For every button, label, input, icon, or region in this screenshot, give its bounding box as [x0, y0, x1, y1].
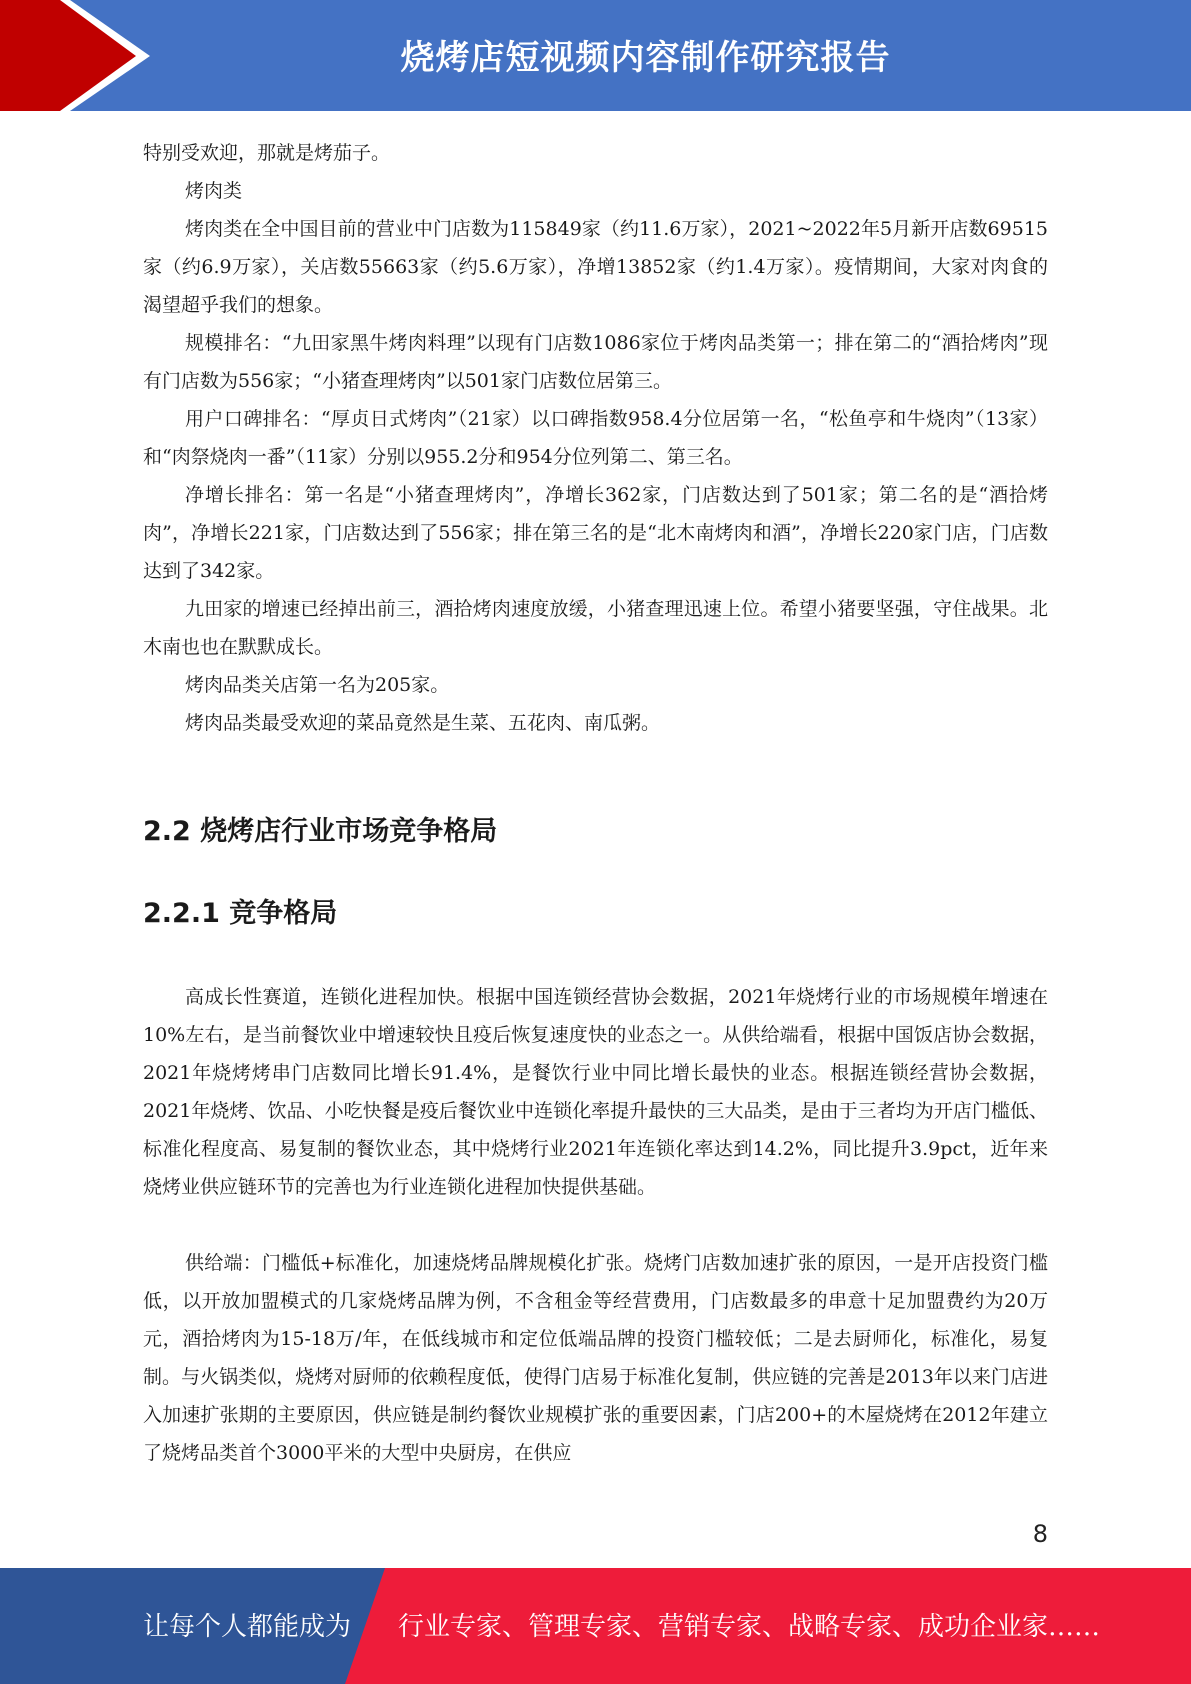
page-number: 8 — [1032, 1520, 1048, 1548]
paragraph: 烤肉品类最受欢迎的菜品竟然是生菜、五花肉、南瓜粥。 — [185, 712, 661, 734]
section-heading: 2.2 烧烤店行业市场竞争格局 — [143, 816, 498, 847]
paragraph: 供给端：门槛低+标准化，加速烧烤品牌规模化扩张。烧烤门店数加速扩张的原因，一是开店投资门槛低，以开放加盟模式的几家烧烤品牌为例，不含租金等经营费用，门店数最多的串意十足加盟费约为20万元，酒拾烤肉为15-18万/年，在低线城市和定位低端品牌的投资门槛较低；二是去厨师化，标准化，易复制。与火锅类似，烧烤对厨师的依赖程度低，使得门店易于标准化复制，供应链的完善是2013年以来门店进入加速扩张期的主要原因，供应链是制约餐饮业规模扩张的重要因素，门店200+的木屋烧烤在2012年建立了烧烤品类首个3000平米的大型中央厨房，在供应 — [143, 1252, 1048, 1464]
paragraph: 烤肉类 — [185, 180, 243, 202]
paragraph: 特别受欢迎，那就是烤茄子。 — [143, 142, 391, 164]
paragraph: 净增长排名：第一名是“小猪查理烤肉”，净增长362家，门店数达到了501家；第二名的是“酒拾烤肉”，净增长221家，门店数达到了556家；排在第三名的是“北木南烤肉和酒”，净增长220家门店，门店数达到了342家。 — [143, 484, 1048, 582]
report-title: 烧烤店短视频内容制作研究报告 — [400, 38, 891, 78]
paragraph: 烤肉类在全中国目前的营业中门店数为115849家（约11.6万家），2021~2022年5月新开店数69515家（约6.9万家），关店数55663家（约5.6万家），净增13852家（约1.4万家）。疫情期间，大家对肉食的渴望超乎我们的想象。 — [143, 218, 1048, 316]
page-header — [0, 0, 1191, 111]
paragraph: 规模排名：“九田家黑牛烤肉料理”以现有门店数1086家位于烤肉品类第一；排在第二的“酒拾烤肉”现有门店数为556家；“小猪查理烤肉”以501家门店数位居第三。 — [143, 332, 1048, 392]
footer-slogan-right: 行业专家、管理专家、营销专家、战略专家、成功企业家…… — [398, 1612, 1101, 1642]
page-content — [143, 134, 1048, 1472]
footer-slogan-left: 让每个人都能成为 — [143, 1612, 352, 1642]
header-chevron-icon — [0, 0, 160, 111]
paragraph: 用户口碑排名：“厚贞日式烤肉”（21家）以口碑指数958.4分位居第一名，“松鱼亭和牛烧肉”（13家）和“肉祭烧肉一番”（11家）分别以955.2分和954分位列第二、第三名。 — [143, 408, 1048, 468]
paragraph: 高成长性赛道，连锁化进程加快。根据中国连锁经营协会数据，2021年烧烤行业的市场规模年增速在10%左右，是当前餐饮业中增速较快且疫后恢复速度快的业态之一。从供给端看，根据中国饭店协会数据，2021年烧烤烤串门店数同比增长91.4%，是餐饮行业中同比增长最快的业态。根据连锁经营协会数据，2021年烧烤、饮品、小吃快餐是疫后餐饮业中连锁化率提升最快的三大品类，是由于三者均为开店门槛低、标准化程度高、易复制的餐饮业态，其中烧烤行业2021年连锁化率达到14.2%，同比提升3.9pct，近年来烧烤业供应链环节的完善也为行业连锁化进程加快提供基础。 — [143, 986, 1048, 1198]
subsection-heading: 2.2.1 竞争格局 — [143, 898, 338, 929]
paragraph: 烤肉品类关店第一名为205家。 — [185, 674, 450, 696]
paragraph: 九田家的增速已经掉出前三，酒拾烤肉速度放缓，小猪查理迅速上位。希望小猪要坚强，守住战果。北木南也也在默默成长。 — [143, 598, 1048, 658]
page-footer — [0, 1568, 1191, 1684]
